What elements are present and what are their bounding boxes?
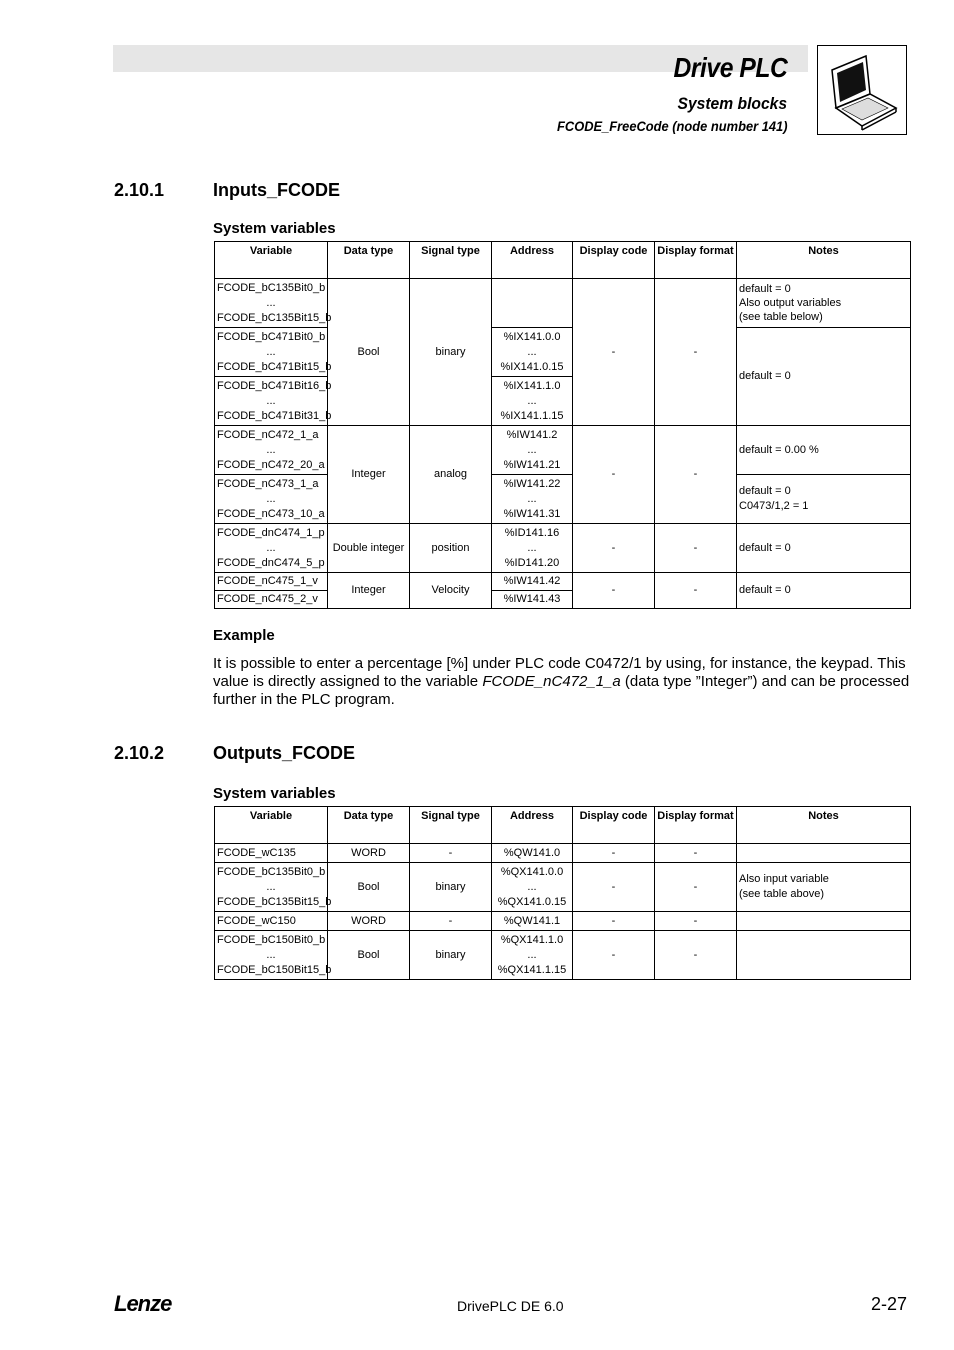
display-code-cell: -	[573, 279, 655, 426]
page-number: 2-27	[870, 1294, 907, 1314]
display-code-cell: -	[573, 931, 655, 980]
column-header: Signal type	[410, 807, 492, 844]
table-header-row	[215, 807, 911, 844]
column-header: Address	[492, 242, 573, 279]
notes-cell: default = 0	[737, 328, 911, 426]
display-code-cell: -	[573, 863, 655, 912]
section-title: Outputs_FCODE	[213, 743, 355, 763]
address-cell: %QX141.1.0 ... %QX141.1.15	[492, 931, 573, 980]
notes-cell: default = 0	[737, 524, 911, 573]
section-title: Inputs_FCODE	[213, 180, 341, 200]
notes-cell: Also input variable (see table above)	[737, 863, 911, 912]
page-title: Drive PLC	[673, 52, 787, 83]
data-type-cell: Double integer	[328, 524, 410, 573]
display-format-cell: -	[655, 426, 737, 524]
column-header: Data type	[328, 807, 410, 844]
display-code-cell: -	[573, 426, 655, 524]
variable-cell: FCODE_dnC474_1_p ... FCODE_dnC474_5_p	[215, 524, 328, 573]
table-row	[215, 573, 911, 591]
address-cell: %IW141.43	[492, 591, 573, 609]
inputs-table	[214, 241, 911, 609]
subheading: System variables	[213, 220, 336, 237]
subheading: System variables	[213, 785, 336, 802]
chapter-subtitle: System blocks	[677, 94, 787, 113]
variable-cell: FCODE_nC472_1_a ... FCODE_nC472_20_a	[215, 426, 328, 475]
signal-type-cell: analog	[410, 426, 492, 524]
notes-cell	[737, 931, 911, 980]
section-number: 2.10.2	[114, 743, 165, 763]
column-header: Display code	[573, 242, 655, 279]
address-cell: %QX141.0.0 ... %QX141.0.15	[492, 863, 573, 912]
address-cell	[492, 279, 573, 328]
example-heading: Example	[213, 627, 275, 644]
column-header: Data type	[328, 242, 410, 279]
variable-cell: FCODE_wC150	[215, 912, 328, 931]
address-cell: %IX141.0.0 ... %IX141.0.15	[492, 328, 573, 377]
column-header: Variable	[215, 242, 328, 279]
variable-cell: FCODE_nC475_2_v	[215, 591, 328, 609]
variable-cell: FCODE_nC475_1_v	[215, 573, 328, 591]
address-cell: %QW141.0	[492, 844, 573, 863]
column-header: Display code	[573, 807, 655, 844]
section-subtitle: FCODE_FreeCode (node number 141)	[556, 118, 787, 134]
table-header-row	[215, 242, 911, 279]
column-header: Notes	[737, 807, 911, 844]
column-header: Display format	[655, 242, 737, 279]
display-format-cell: -	[655, 912, 737, 931]
variable-cell: FCODE_bC135Bit0_b ... FCODE_bC135Bit15_b	[215, 863, 328, 912]
column-header: Variable	[215, 807, 328, 844]
display-format-cell: -	[655, 931, 737, 980]
document-name: DrivePLC DE 6.0	[457, 1298, 564, 1314]
signal-type-cell: position	[410, 524, 492, 573]
variable-cell: FCODE_nC473_1_a ... FCODE_nC473_10_a	[215, 475, 328, 524]
signal-type-cell: binary	[410, 931, 492, 980]
section-number: 2.10.1	[114, 180, 165, 200]
notes-cell	[737, 912, 911, 931]
address-cell: %QW141.1	[492, 912, 573, 931]
outputs-table	[214, 806, 911, 980]
lenze-logo: Lenze	[114, 1291, 172, 1316]
notes-cell	[737, 844, 911, 863]
signal-type-cell: binary	[410, 863, 492, 912]
column-header: Signal type	[410, 242, 492, 279]
signal-type-cell: binary	[410, 279, 492, 426]
data-type-cell: WORD	[328, 844, 410, 863]
table-row	[215, 844, 911, 863]
variable-cell: FCODE_bC471Bit16_b ... FCODE_bC471Bit31_b	[215, 377, 328, 426]
variable-name: FCODE_nC472_1_a	[482, 673, 621, 690]
notes-cell: default = 0 Also output variables (see table below)	[737, 279, 911, 328]
notes-cell: default = 0.00 %	[737, 426, 911, 475]
data-type-cell: Integer	[328, 426, 410, 524]
display-format-cell: -	[655, 863, 737, 912]
signal-type-cell: -	[410, 844, 492, 863]
signal-type-cell: -	[410, 912, 492, 931]
table-row	[215, 328, 911, 377]
variable-cell: FCODE_bC471Bit0_b ... FCODE_bC471Bit15_b	[215, 328, 328, 377]
table-row	[215, 279, 911, 328]
display-code-cell: -	[573, 524, 655, 573]
address-cell: %IX141.1.0 ... %IX141.1.15	[492, 377, 573, 426]
address-cell: %IW141.2 ... %IW141.21	[492, 426, 573, 475]
address-cell: %IW141.22 ... %IW141.31	[492, 475, 573, 524]
column-header: Notes	[737, 242, 911, 279]
example-paragraph: It is possible to enter a percentage [%] under PLC code C0472/1 by using, for instance, the keypad. This value is directly assigned to the variable FCODE_nC472_1_a (data type ”Integer”) and can be processed further in the PLC program.	[213, 655, 910, 708]
display-code-cell: -	[573, 573, 655, 609]
table-row	[215, 475, 911, 524]
notes-cell: default = 0 C0473/1,2 = 1	[737, 475, 911, 524]
address-cell: %ID141.16 ... %ID141.20	[492, 524, 573, 573]
table-row	[215, 931, 911, 980]
table-row	[215, 863, 911, 912]
display-format-cell: -	[655, 844, 737, 863]
address-cell: %IW141.42	[492, 573, 573, 591]
table-row	[215, 426, 911, 475]
data-type-cell: Bool	[328, 931, 410, 980]
display-format-cell: -	[655, 279, 737, 426]
signal-type-cell: Velocity	[410, 573, 492, 609]
data-type-cell: Bool	[328, 279, 410, 426]
table-row	[215, 524, 911, 573]
display-code-cell: -	[573, 844, 655, 863]
table-row	[215, 912, 911, 931]
variable-cell: FCODE_wC135	[215, 844, 328, 863]
data-type-cell: Integer	[328, 573, 410, 609]
column-header: Address	[492, 807, 573, 844]
data-type-cell: Bool	[328, 863, 410, 912]
variable-cell: FCODE_bC135Bit0_b ... FCODE_bC135Bit15_b	[215, 279, 328, 328]
variable-cell: FCODE_bC150Bit0_b ... FCODE_bC150Bit15_b	[215, 931, 328, 980]
display-format-cell: -	[655, 573, 737, 609]
data-type-cell: WORD	[328, 912, 410, 931]
column-header: Display format	[655, 807, 737, 844]
laptop-icon	[817, 45, 907, 135]
notes-cell: default = 0	[737, 573, 911, 609]
display-format-cell: -	[655, 524, 737, 573]
display-code-cell: -	[573, 912, 655, 931]
